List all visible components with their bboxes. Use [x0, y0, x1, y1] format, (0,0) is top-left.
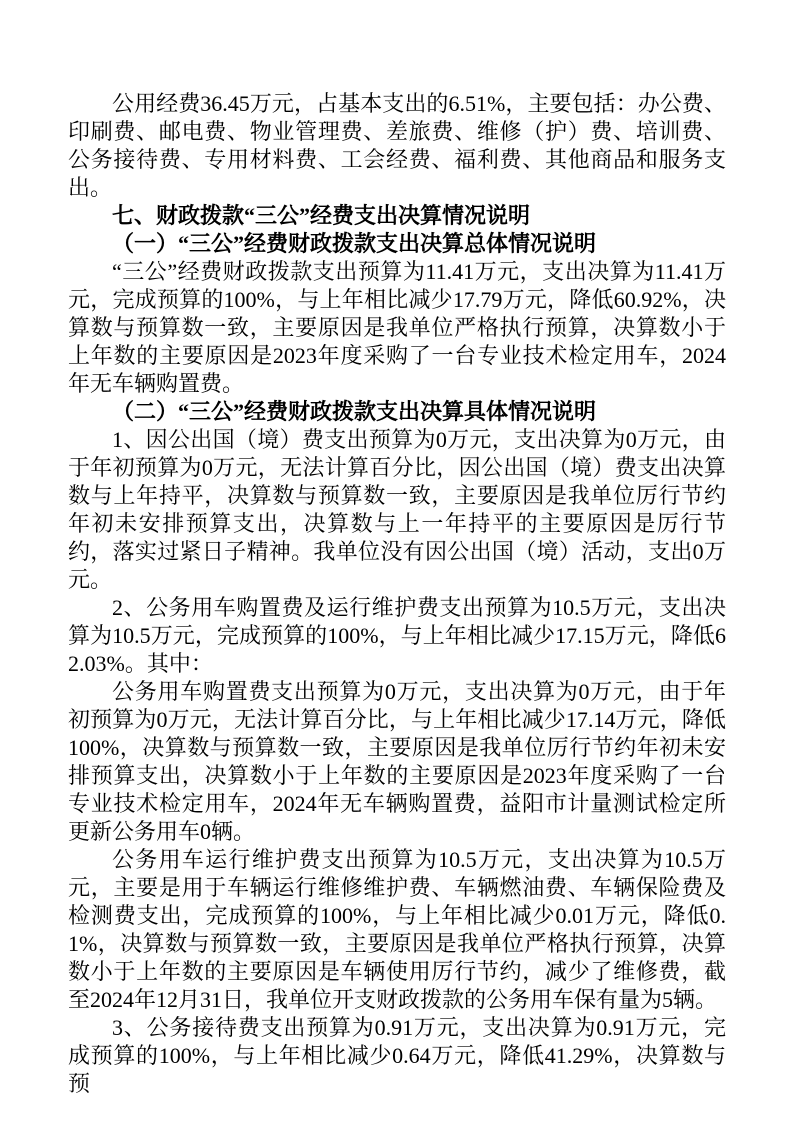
paragraph-official-reception-expense: 3、公务接待费支出预算为0.91万元，支出决算为0.91万元，完成预算的100%，与上年相比减少0.64万元，降低41.29%，决算数与预	[68, 1015, 726, 1096]
paragraph-vehicle-maintenance-expense: 公务用车运行维护费支出预算为10.5万元，支出决算为10.5万元，主要是用于车辆运行维修维护费、车辆燃油费、车辆保险费及检测费支出，完成预算的100%，与上年相比减少0.01万元，降低0.1%，决算数与预算数一致，主要原因是我单位严格执行预算，决算数小于上年数的主要原因是车辆使用厉行节约，减少了维修费，截至2024年12月31日，我单位开支财政拨款的公务用车保有量为5辆。	[68, 847, 726, 1012]
subsection-heading-one-overall: （一）“三公”经费财政拨款支出决算总体情况说明	[112, 231, 597, 256]
paragraph-overseas-travel-expense: 1、因公出国（境）费支出预算为0万元，支出决算为0万元，由于年初预算为0万元，无法计算百分比，因公出国（境）费支出决算数与上年持平，决算数与预算数一致，主要原因是我单位厉行节约年初未安排预算支出，决算数与上一年持平的主要原因是厉行节约，落实过紧日子精神。我单位没有因公出国（境）活动，支出0万元。	[68, 427, 726, 592]
paragraph-public-funds-summary: 公用经费36.45万元，占基本支出的6.51%，主要包括：办公费、印刷费、邮电费、物业管理费、差旅费、维修（护）费、培训费、公务接待费、专用材料费、工会经费、福利费、其他商品和服务支出。	[68, 91, 726, 200]
paragraph-vehicle-total-expense: 2、公务用车购置费及运行维护费支出预算为10.5万元，支出决算为10.5万元，完成预算的100%，与上年相比减少17.15万元，降低62.03%。其中：	[68, 595, 726, 676]
section-heading-seven: 七、财政拨款“三公”经费支出决算情况说明	[112, 203, 531, 228]
paragraph-three-public-overall: “三公”经费财政拨款支出预算为11.41万元，支出决算为11.41万元，完成预算的100%，与上年相比减少17.79万元，降低60.92%，决算数与预算数一致，主要原因是我单位严格执行预算，决算数小于上年数的主要原因是2023年度采购了一台专业技术检定用车，2024年无车辆购置费。	[68, 259, 726, 396]
paragraph-vehicle-purchase-expense: 公务用车购置费支出预算为0万元，支出决算为0万元，由于年初预算为0万元，无法计算百分比，与上年相比减少17.14万元，降低100%，决算数与预算数一致，主要原因是我单位厉行节约年初未安排预算支出，决算数小于上年数的主要原因是2023年度采购了一台专业技术检定用车，2024年无车辆购置费，益阳市计量测试检定所更新公务用车0辆。	[68, 679, 726, 844]
subsection-heading-two-specific: （二）“三公”经费财政拨款支出决算具体情况说明	[112, 399, 597, 424]
